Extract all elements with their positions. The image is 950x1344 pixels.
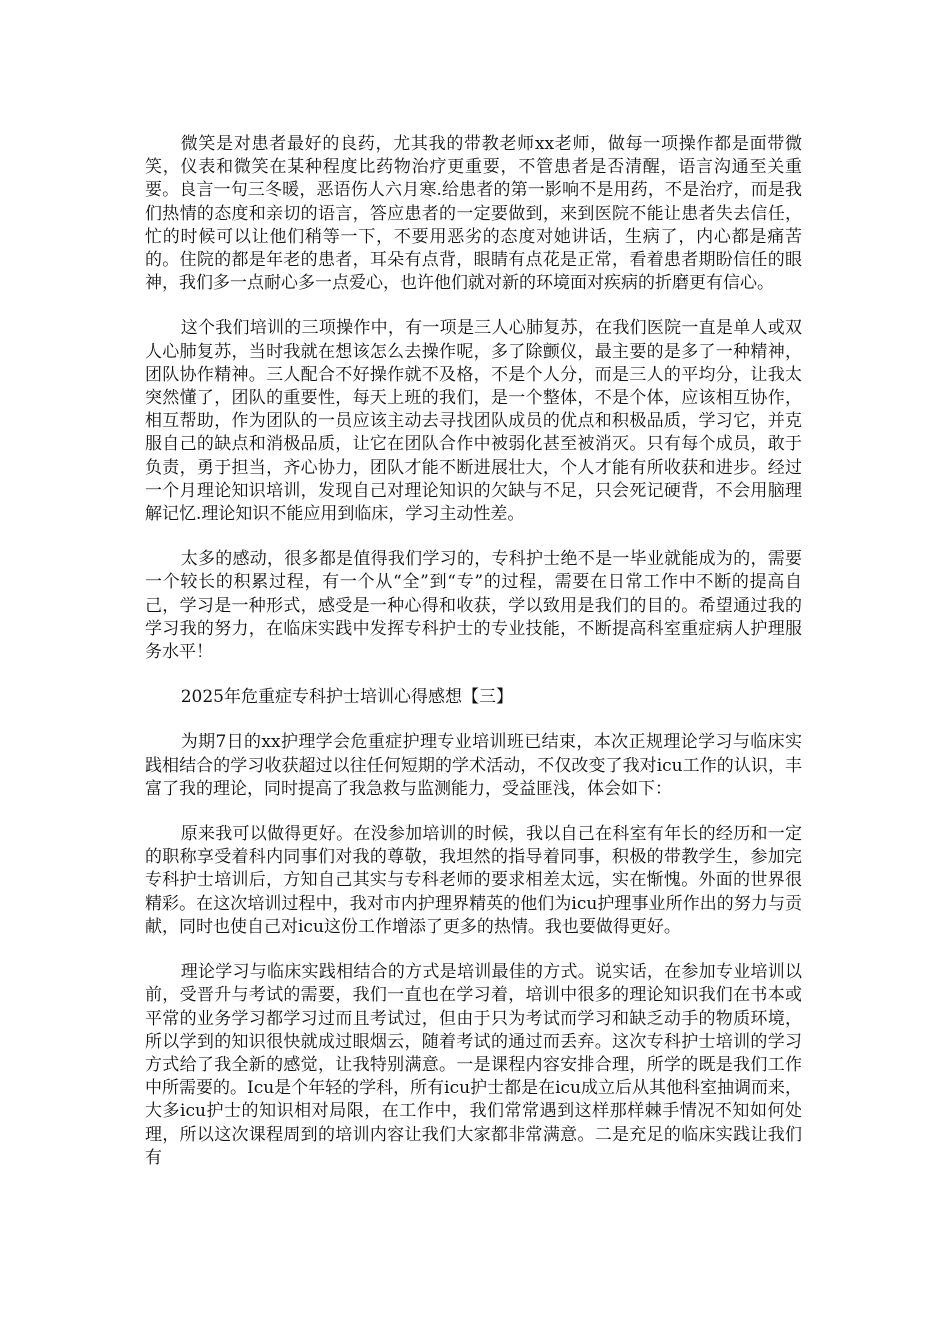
section-title: 2025年危重症专科护士培训心得感想【三】 <box>180 687 513 708</box>
body-paragraph: 为期7日的xx护理学会危重症护理专业培训班已结束，本次正规理论学习与临床实践相结合的学习收获超过以往任何短期的学术活动，不仅改变了我对icu工作的认识，丰富了我的理论，同时提高了我急救与监测能力，受益匪浅，体会如下： <box>145 732 802 799</box>
body-paragraph: 理论学习与临床实践相结合的方式是培训最佳的方式。说实话，在参加专业培训以前，受晋升与考试的需要，我们一直也在学习着，培训中很多的理论知识我们在书本或平常的业务学习都学习过而且考试过，但由于只为考试而学习和缺乏动手的物质环境，所以学到的知识很快就成过眼烟云，随着考试的通过而丢弃。这次专科护士培训的学习方式给了我全新的感觉，让我特别满意。一是课程内容安排合理，所学的既是我们工作中所需要的。Icu是个年轻的学科，所有icu护士都是在icu成立后从其他科室抽调而来，大多icu护士的知识相对局限，在工作中，我们常常遇到这样那样棘手情况不知如何处理，所以这次课程周到的培训内容让我们大家都非常满意。二是充足的临床实践让我们有 <box>145 962 802 1168</box>
body-paragraph: 原来我可以做得更好。在没参加培训的时候，我以自己在科室有年长的经历和一定的职称享受着科内同事们对我的尊敬，我坦然的指导着同事，积极的带教学生，参加完专科护士培训后，方知自己其实与专科老师的要求相差太远，实在惭愧。外面的世界很精彩。在这次培训过程中，我对市内护理界精英的他们为icu护理事业所作出的努力与贡献，同时也使自己对icu这份工作增添了更多的热情。我也要做得更好。 <box>145 824 802 937</box>
body-paragraph: 微笑是对患者最好的良药，尤其我的带教老师xx老师，做每一项操作都是面带微笑，仪表和微笑在某种程度比药物治疗更重要，不管患者是否清醒，语言沟通至关重要。良言一句三冬暖，恶语伤人六月寒.给患者的第一影响不是用药，不是治疗，而是我们热情的态度和亲切的语言，答应患者的一定要做到，来到医院不能让患者失去信任，忙的时候可以让他们稍等一下，不要用恶劣的态度对她讲话，生病了，内心都是痛苦的。住院的都是年老的患者，耳朵有点背，眼睛有点花是正常，看着患者期盼信任的眼神，我们多一点耐心多一点爱心，也许他们就对新的环境面对疾病的折磨更有信心。 <box>145 134 802 294</box>
body-paragraph: 这个我们培训的三项操作中，有一项是三人心肺复苏，在我们医院一直是单人或双人心肺复苏，当时我就在想该怎么去操作呢，多了除颤仪，最主要的是多了一种精神，团队协作精神。三人配合不好操作就不及格，不是个人分，而是三人的平均分，让我太突然懂了，团队的重要性，每天上班的我们，是一个整体，不是个体，应该相互协作，相互帮助，作为团队的一员应该主动去寻找团队成员的优点和积极品质，学习它，并克服自己的缺点和消极品质，让它在团队合作中被弱化甚至被消灭。只有每个成员，敢于负责，勇于担当，齐心协力，团队才能不断进展壮大，个人才能有所收获和进步。经过一个月理论知识培训，发现自己对理论知识的欠缺与不足，只会死记硬背，不会用脑理解记忆.理论知识不能应用到临床，学习主动性差。 <box>145 318 802 525</box>
body-paragraph: 太多的感动，很多都是值得我们学习的，专科护士绝不是一毕业就能成为的，需要一个较长的积累过程，有一个从“全”到“专”的过程，需要在日常工作中不断的提高自己，学习是一种形式，感受是一种心得和收获，学以致用是我们的目的。希望通过我的学习我的努力，在临床实践中发挥专科护士的专业技能，不断提高科室重症病人护理服务水平！ <box>145 549 802 663</box>
document-page <box>145 133 802 1192</box>
